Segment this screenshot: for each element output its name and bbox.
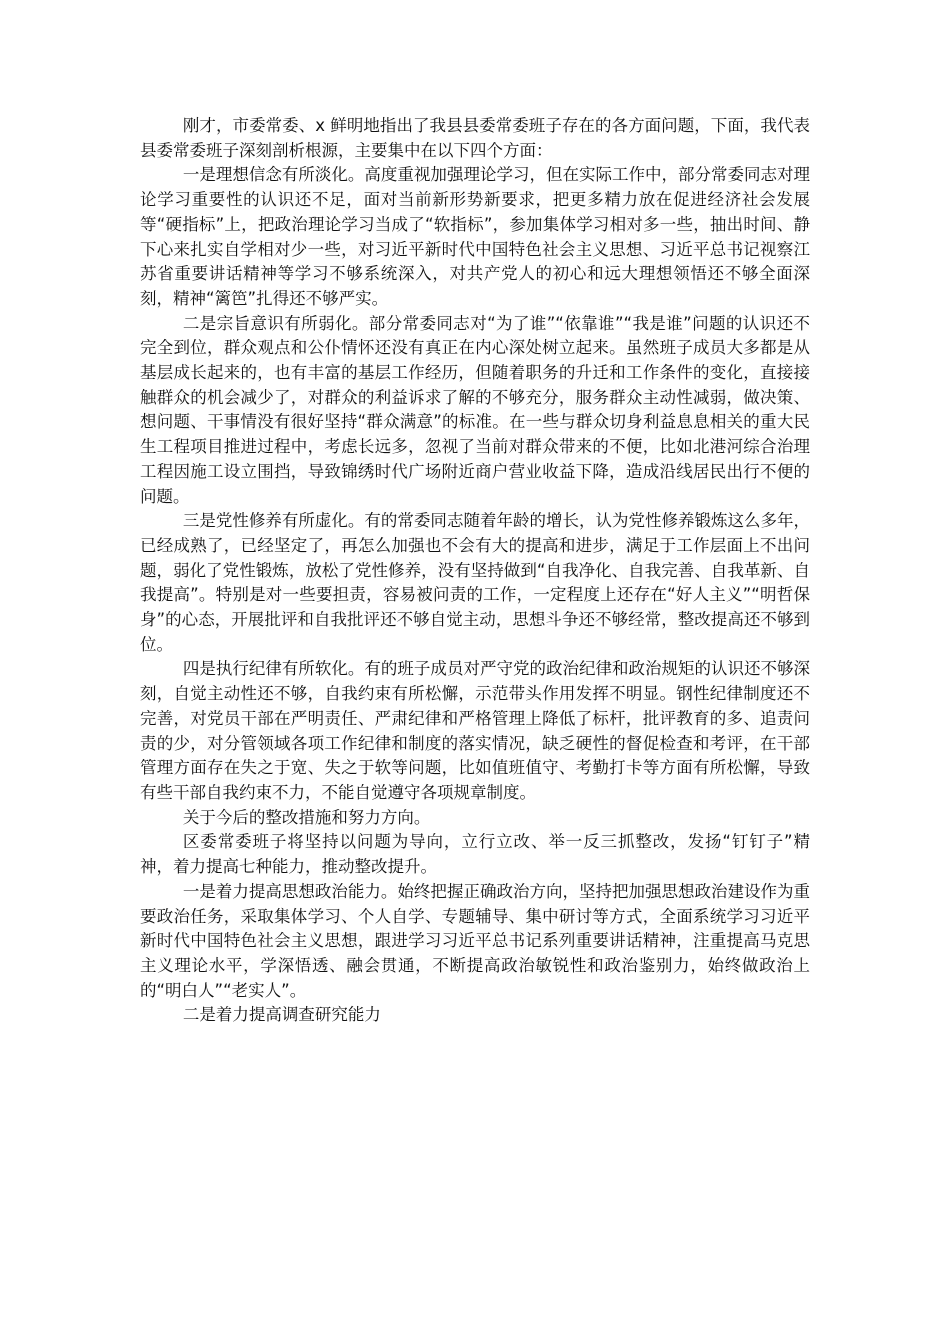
document-body [140,114,810,1028]
paragraph-issue-4: 四是执行纪律有所软化。有的班子成员对严守党的政治纪律和政治规矩的认识还不够深刻，自觉主动性还不够，自我约束有所松懈，示范带头作用发挥不明显。钢性纪律制度还不完善，对党员干部在严明责任、严肃纪律和严格管理上降低了标杆，批评教育的多、追责问责的少，对分管领域各项工作纪律和制度的落实情况，缺乏硬性的督促检查和考评，在干部管理方面存在失之于宽、失之于软等问题，比如值班值守、考勤打卡等方面有所松懈，导致有些干部自我约束不力，不能自觉遵守各项规章制度。 [140,659,810,802]
paragraph-issue-2: 二是宗旨意识有所弱化。部分常委同志对“为了谁”“依靠谁”“我是谁”问题的认识还不完全到位，群众观点和公仆情怀还没有真正在内心深处树立起来。虽然班子成员大多都是从基层成长起来的，也有丰富的基层工作经历，但随着职务的升迁和工作条件的变化，直接接触群众的机会减少了，对群众的利益诉求了解的不够充分，服务群众主动性减弱，做决策、想问题、干事情没有很好坚持“群众满意”的标准。在一些与群众切身利益息息相关的重大民生工程项目推进过程中，考虑长远多，忽视了当前对群众带来的不便，比如北港河综合治理工程因施工设立围挡，导致锦绣时代广场附近商户营业收益下降，造成沿线居民出行不便的问题。 [140,313,810,506]
paragraph-measure-1: 一是着力提高思想政治能力。始终把握正确政治方向，坚持把加强思想政治建设作为重要政治任务，采取集体学习、个人自学、专题辅导、集中研讨等方式，全面系统学习习近平新时代中国特色社会主义思想，跟进学习习近平总书记系列重要讲话精神，注重提高马克思主义理论水平，学深悟透、融会贯通，不断提高政治敏锐性和政治鉴别力，始终做政治上的“明白人”“老实人”。 [140,881,810,1000]
paragraph-issue-3: 三是党性修养有所虚化。有的常委同志随着年龄的增长，认为党性修养锻炼这么多年，已经成熟了，已经坚定了，再怎么加强也不会有大的提高和进步，满足于工作层面上不出问题，弱化了党性锻炼，放松了党性修养，没有坚持做到“自我净化、自我完善、自我革新、自我提高”。特别是对一些要担责，容易被问责的工作，一定程度上还存在“好人主义”“明哲保身”的心态，开展批评和自我批评还不够自觉主动，思想斗争还不够经常，整改提高还不够到位。 [140,511,810,654]
paragraph-rectification-heading: 关于今后的整改措施和努力方向。 [182,807,431,827]
paragraph-intro: 刚才，市委常委、x 鲜明地指出了我县县委常委班子存在的各方面问题，下面，我代表县委常委班子深刻剖析根源，主要集中在以下四个方面： [140,116,810,160]
paragraph-rectification-intro: 区委常委班子将坚持以问题为导向，立行立改、举一反三抓整改，发扬“钉钉子”精神，着力提高七种能力，推动整改提升。 [140,832,810,877]
paragraph-measure-2: 二是着力提高调查研究能力 [182,1005,381,1025]
paragraph-issue-1: 一是理想信念有所淡化。高度重视加强理论学习，但在实际工作中，部分常委同志对理论学习重要性的认识还不足，面对当前新形势新要求，把更多精力放在促进经济社会发展等“硬指标”上，把政治理论学习当成了“软指标”，参加集体学习相对多一些，抽出时间、静下心来扎实自学相对少一些，对习近平新时代中国特色社会主义思想、习近平总书记视察江苏省重要讲话精神等学习不够系统深入，对共产党人的初心和远大理想领悟还不够全面深刻，精神“篱笆”扎得还不够严实。 [140,165,810,308]
